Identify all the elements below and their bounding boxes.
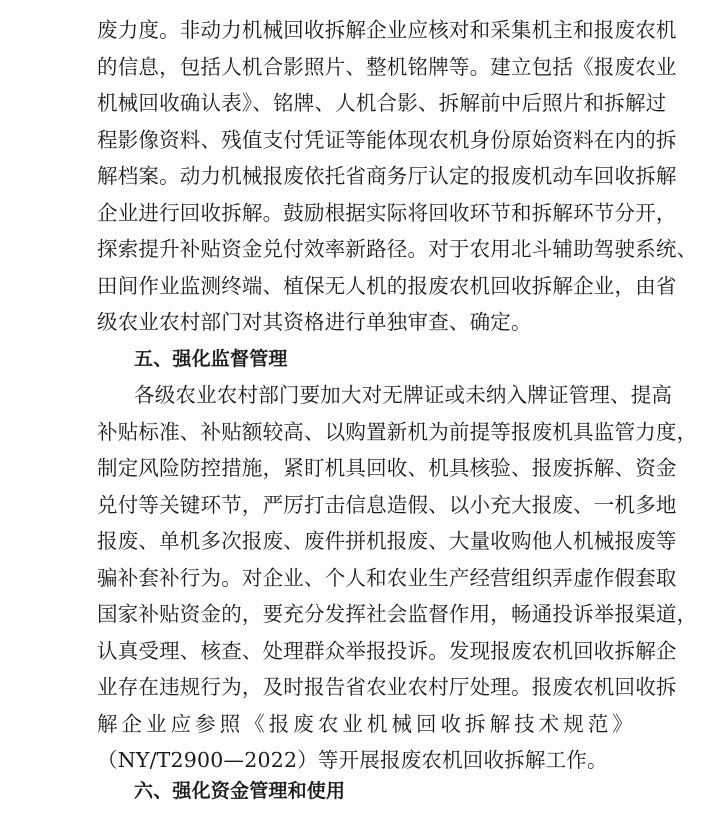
- paragraph-line: 田间作业监测终端、植保无人机的报废农机回收拆解企业，由省: [97, 274, 677, 298]
- paragraph-line: 认真受理、核查、处理群众举报投诉。发现报废农机回收拆解企: [97, 639, 677, 663]
- paragraph-line: 的信息，包括人机合影照片、整机铭牌等。建立包括《报废农业: [97, 55, 677, 79]
- section-heading-5: 五、强化监督管理: [134, 348, 288, 370]
- paragraph-line: 探索提升补贴资金兑付效率新路径。对于农用北斗辅助驾驶系统、: [97, 237, 698, 261]
- paragraph-line: 补贴标准、补贴额较高、以购置新机为前提等报废机具监管力度，: [97, 420, 698, 444]
- paragraph-line: 解企业应参照《报废农业机械回收拆解技术规范》: [97, 712, 633, 736]
- paragraph-line: 解档案。动力机械报废依托省商务厅认定的报废机动车回收拆解: [97, 164, 677, 188]
- paragraph-line: 各级农业农村部门要加大对无牌证或未纳入牌证管理、提高: [134, 383, 673, 407]
- paragraph-line: 制定风险防控措施，紧盯机具回收、机具核验、报废拆解、资金: [97, 456, 677, 480]
- paragraph-line: 骗补套补行为。对企业、个人和农业生产经营组织弄虚作假套取: [97, 566, 677, 590]
- paragraph-line: 机械回收确认表》、铭牌、人机合影、拆解前中后照片和拆解过: [97, 91, 667, 115]
- section-heading-6: 六、强化资金管理和使用: [134, 780, 346, 802]
- paragraph-line: 企业进行回收拆解。鼓励根据实际将回收环节和拆解环节分开，: [97, 201, 677, 225]
- paragraph-line: 国家补贴资金的，要充分发挥社会监督作用，畅通投诉举报渠道，: [97, 602, 698, 626]
- paragraph-line: 报废、单机多次报废、废件拼机报废、大量收购他人机械报废等: [97, 529, 677, 553]
- paragraph-line: 级农业农村部门对其资格进行单独审查、确定。: [97, 310, 532, 334]
- paragraph-line: （NY/T2900—2022）等开展报废农机回收拆解工作。: [97, 748, 608, 772]
- paragraph-line: 废力度。非动力机械回收拆解企业应核对和采集机主和报废农机: [97, 18, 677, 42]
- paragraph-line: 业存在违规行为，及时报告省农业农村厅处理。报废农机回收拆: [97, 675, 677, 699]
- paragraph-line: 程影像资料、残值支付凭证等能体现农机身份原始资料在内的拆: [97, 128, 677, 152]
- paragraph-line: 兑付等关键环节，严厉打击信息造假、以小充大报废、一机多地: [97, 493, 677, 517]
